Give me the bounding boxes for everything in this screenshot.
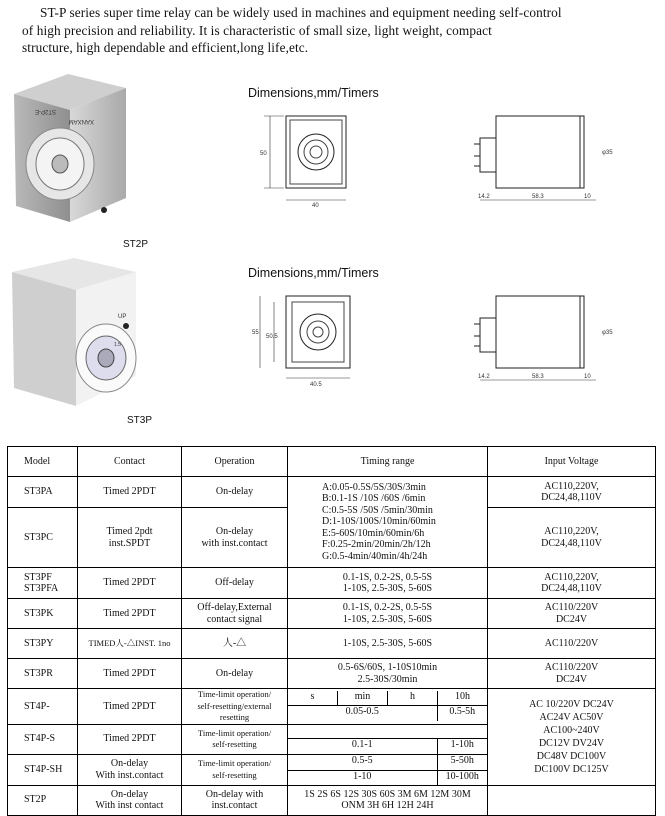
timing-line: E:5-60S/10min/60min/6h xyxy=(322,527,425,539)
table-row xyxy=(8,599,656,629)
timing-line: 1-10S, 2.5-30S, 5-60S xyxy=(342,583,433,594)
unit-cell: s xyxy=(310,691,315,703)
voltage-cell xyxy=(488,508,656,568)
operation-cell: 人-△ xyxy=(182,629,288,659)
st4p-timing-grid xyxy=(288,755,487,785)
st3p-up-label: UP xyxy=(118,314,127,320)
voltage-line: DC24,48,110V xyxy=(541,492,602,503)
st3p-front-drawing xyxy=(250,292,360,392)
range-cell: 0.5-5 xyxy=(351,754,373,766)
operation-line: self-resetting xyxy=(212,769,257,780)
intro-line-3: structure, high dependable and efficient,long life,etc. xyxy=(22,40,309,55)
timing-cell xyxy=(288,568,488,599)
spec-table xyxy=(7,446,656,816)
contact-cell: Timed 2PDT xyxy=(78,568,182,599)
operation-cell: On-delay xyxy=(182,659,288,689)
st4p-range-row xyxy=(288,739,487,754)
timing-line: 1S 2S 6S 12S 30S 60S 3M 6M 12M 30M xyxy=(304,788,471,800)
st3p-product-photo xyxy=(8,256,140,408)
contact-line: inst.SPDT xyxy=(108,537,151,549)
model-cell: ST3PR xyxy=(8,659,78,689)
st3p-height-dim: 55 xyxy=(252,330,259,336)
contact-cell: TIMED人-△INST. 1no xyxy=(78,629,182,659)
range-cell: 1-10h xyxy=(437,739,488,754)
contact-cell xyxy=(78,754,182,785)
voltage-line: AC 10/220V DC24V xyxy=(529,698,614,710)
timing-line: ONM 3H 6H 12H 24H xyxy=(341,800,434,811)
voltage-cell xyxy=(488,659,656,689)
st3p-height2-dim: 50.5 xyxy=(266,334,278,340)
timing-line: D:1-10S/100S/10min/60min xyxy=(322,516,436,528)
voltage-cell xyxy=(488,785,656,815)
st2p-side-d2: 58.3 xyxy=(532,194,544,200)
st3p-side-d2: 58.3 xyxy=(532,374,544,380)
range-cell xyxy=(288,725,487,738)
st2p-side-d1: 14.2 xyxy=(478,194,490,200)
model-cell: ST3PC xyxy=(8,508,78,568)
voltage-cell xyxy=(488,599,656,629)
header-voltage: Input Voltage xyxy=(488,447,656,477)
contact-cell: Timed 2PDT xyxy=(78,599,182,629)
model-cell: ST2P xyxy=(8,785,78,815)
timing-line: 2.5-30S/30min xyxy=(357,673,418,685)
model-cell: ST4P- xyxy=(8,689,78,725)
st4p-timing-cell xyxy=(288,689,488,725)
voltage-line: AC110/220V xyxy=(544,602,599,613)
voltage-line: DC24V xyxy=(555,613,588,625)
operation-cell xyxy=(182,724,288,754)
table-row xyxy=(8,785,656,815)
table-header-row xyxy=(8,447,656,477)
table-row xyxy=(8,629,656,659)
voltage-line: DC24,48,110V xyxy=(541,537,602,549)
contact-cell: Timed 2PDT xyxy=(78,689,182,725)
st3p-width-dim: 40.5 xyxy=(310,382,322,388)
voltage-cell xyxy=(488,477,656,508)
range-cell: 1-10 xyxy=(353,770,372,782)
range-cell: 0.5-5h xyxy=(437,706,488,721)
operation-line: self-resetting xyxy=(212,739,257,749)
st2p-brand-text: XANXAM xyxy=(68,118,94,124)
header-operation: Operation xyxy=(182,447,288,477)
operation-cell: On-delay xyxy=(182,477,288,508)
st2p-width-dim: 40 xyxy=(312,203,319,209)
intro-line-2: of high precision and reliability. It is characteristic of small size, light weight, compact xyxy=(22,22,492,38)
unit-cell: h xyxy=(387,691,437,705)
timing-line: 1-10S, 2.5-30S, 5-60S xyxy=(342,613,433,625)
st4p-timing-cell xyxy=(288,724,488,754)
timing-line: F:0.25-2min/20min/2h/12h xyxy=(322,539,431,551)
intro-line-1: ST-P series super time relay can be widely used in machines and equipment needing self-control xyxy=(40,5,562,20)
timing-cell: 1-10S, 2.5-30S, 5-60S xyxy=(288,629,488,659)
st4p-timing-cell xyxy=(288,754,488,785)
unit-cell: 10h xyxy=(437,691,487,705)
st2p-dimensions-title: Dimensions,mm/Timers xyxy=(248,86,379,100)
st3p-side-d1: 14.2 xyxy=(478,374,490,380)
st3p-dial-label: 1.5 xyxy=(114,342,121,348)
timing-line: 0.1-1S, 0.2-2S, 0.5-5S xyxy=(342,571,433,583)
voltage-line: AC110,220V, xyxy=(544,571,599,583)
st3p-side-drawing xyxy=(470,292,613,392)
model-cell: ST4P-SH xyxy=(8,754,78,785)
timing-line: 0.1-1S, 0.2-2S, 0.5-5S xyxy=(342,602,433,613)
model-cell: ST3PY xyxy=(8,629,78,659)
operation-cell xyxy=(182,785,288,815)
st2p-product-photo xyxy=(8,72,130,230)
unit-cell: min xyxy=(337,691,387,705)
voltage-line: DC12V DV24V xyxy=(538,737,605,749)
operation-line: self-resetting/external xyxy=(197,700,272,711)
voltage-cell xyxy=(488,568,656,599)
voltage-line: DC24,48,110V xyxy=(541,583,602,594)
abc-timing-cell xyxy=(288,477,488,568)
operation-line: On-delay xyxy=(215,526,254,537)
contact-cell: Timed 2PDT xyxy=(78,477,182,508)
operation-line: Time-limit operation/ xyxy=(197,727,272,738)
header-contact: Contact xyxy=(78,447,182,477)
table-row xyxy=(8,689,656,725)
range-cell: 10-100h xyxy=(437,771,488,785)
st4p-range-row xyxy=(288,755,487,771)
st2p-side-dia: φ35 xyxy=(602,150,613,156)
voltage-line: DC100V DC125V xyxy=(534,763,609,775)
st3p-caption: ST3P xyxy=(127,415,153,426)
st4p-voltage-cell xyxy=(488,689,656,786)
operation-line: contact signal xyxy=(206,613,263,625)
st4p-range-row xyxy=(288,725,487,739)
st2p-front-drawing xyxy=(258,108,358,212)
operation-cell: Off-delay xyxy=(182,568,288,599)
model-cell: ST3PK xyxy=(8,599,78,629)
timing-cell xyxy=(288,785,488,815)
table-row xyxy=(8,659,656,689)
st2p-caption: ST2P xyxy=(123,239,149,250)
st4p-timing-grid xyxy=(288,691,487,721)
st2p-side-d3: 10 xyxy=(584,194,591,200)
model-cell: ST3PA xyxy=(8,477,78,508)
st3p-side-dia: φ35 xyxy=(602,330,613,336)
contact-line: On-delay xyxy=(110,758,149,769)
contact-line: With inst.contact xyxy=(95,769,164,781)
contact-line: On-delay xyxy=(110,788,149,800)
timing-cell xyxy=(288,659,488,689)
timing-line: C:0.5-5S /50S /5min/30min xyxy=(322,504,433,516)
range-cell: 5-50h xyxy=(437,755,488,770)
operation-cell xyxy=(182,508,288,568)
st4p-units-row xyxy=(288,691,487,706)
voltage-cell: AC110/220V xyxy=(488,629,656,659)
timing-line: G:0.5-4min/40min/4h/24h xyxy=(322,550,428,562)
operation-line: inst.contact xyxy=(211,800,258,811)
table-row xyxy=(8,568,656,599)
contact-line: Timed 2pdt xyxy=(106,526,153,537)
model-line: ST3PF xyxy=(24,571,52,583)
timing-cell xyxy=(288,599,488,629)
header-timing: Timing range xyxy=(288,447,488,477)
model-cell: ST4P-S xyxy=(8,724,78,754)
operation-line: with inst.contact xyxy=(201,537,268,549)
timing-line: 0.5-6S/60S, 1-10S10min xyxy=(337,662,438,673)
operation-cell xyxy=(182,599,288,629)
voltage-line: AC110,220V, xyxy=(544,526,599,537)
contact-line: With inst contact xyxy=(95,800,164,811)
st2p-side-drawing xyxy=(470,108,613,212)
model-line: ST3PFA xyxy=(24,583,59,594)
contact-cell: Timed 2PDT xyxy=(78,659,182,689)
operation-cell xyxy=(182,689,288,725)
model-cell xyxy=(8,568,78,599)
timing-line: B:0.1-1S /10S /60S /6min xyxy=(322,493,426,505)
voltage-line: AC110/220V xyxy=(544,662,599,673)
st2p-nameplate-text: ST2P-E xyxy=(34,108,56,114)
operation-line: Off-delay,External xyxy=(197,602,272,613)
voltage-line: DC48V DC100V xyxy=(536,750,607,762)
contact-cell: Timed 2PDT xyxy=(78,724,182,754)
st4p-range-row xyxy=(288,771,487,785)
timing-line: A:0.05-0.5S/5S/30S/3min xyxy=(322,482,426,494)
st4p-range-row xyxy=(288,706,487,721)
contact-cell xyxy=(78,785,182,815)
st3p-dimensions-title: Dimensions,mm/Timers xyxy=(248,266,379,280)
st2p-height-dim: 50 xyxy=(260,151,267,157)
st3p-side-d3: 10 xyxy=(584,374,591,380)
operation-cell xyxy=(182,754,288,785)
voltage-line: AC100~240V xyxy=(543,724,600,736)
voltage-line: AC110,220V, xyxy=(544,480,599,492)
voltage-line: DC24V xyxy=(555,673,588,685)
operation-line: On-delay with xyxy=(205,788,264,800)
operation-line: Time-limit operation/ xyxy=(197,689,272,699)
operation-line: Time-limit operation/ xyxy=(197,758,272,768)
intro-paragraph xyxy=(22,4,652,57)
st4p-timing-grid xyxy=(288,725,487,754)
range-cell: 0.05-0.5 xyxy=(345,706,379,718)
table-row xyxy=(8,477,656,508)
header-model: Model xyxy=(8,447,78,477)
contact-cell xyxy=(78,508,182,568)
range-cell: 0.1-1 xyxy=(351,738,373,750)
operation-line: resetting xyxy=(219,712,250,722)
voltage-line: AC24V AC50V xyxy=(539,711,604,723)
